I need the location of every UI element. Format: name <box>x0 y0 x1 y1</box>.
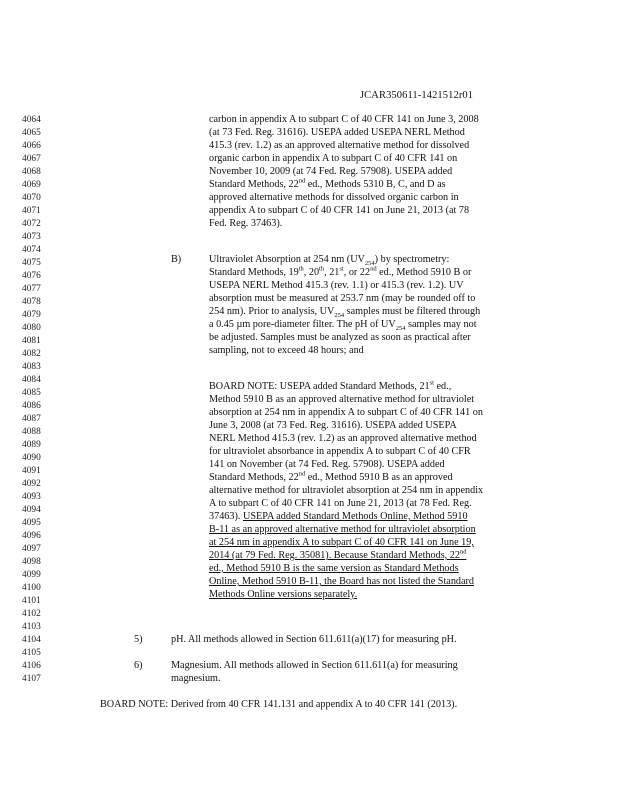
inserted-text-line: at 254 nm in appendix A to subpart C of 40 CFR 141 on June 19, <box>209 537 474 548</box>
text-line: for ultraviolet absorbance in appendix A to subpart C of 40 CFR <box>209 446 471 457</box>
inserted-text-line: 2014 (at 79 Fed. Reg. 35081). Because Standard Methods, 22nd <box>209 548 467 561</box>
item-marker: 6) <box>134 660 143 671</box>
line-number: 4093 <box>22 492 41 502</box>
text-line: be adjusted. Samples must be analyzed as soon as practical after <box>209 332 471 343</box>
text-line: Magnesium. All methods allowed in Section 611.611(a) for measuring <box>171 660 458 671</box>
line-number: 4092 <box>22 479 41 489</box>
line-number: 4105 <box>22 648 41 658</box>
text-line: 415.3 (rev. 1.2) as an approved alternative method for dissolved <box>209 140 470 151</box>
text-line: Standard Methods, 19th, 20th, 21st, or 22nd ed., Method 5910 B or <box>209 265 472 278</box>
line-number: 4101 <box>22 596 41 606</box>
text-line: Fed. Reg. 37463). <box>209 218 283 229</box>
text-line: 37463). USEPA added Standard Methods Online, Method 5910 <box>209 511 468 522</box>
line-number: 4096 <box>22 531 41 541</box>
item-marker: 5) <box>134 634 143 645</box>
text-line: 254 nm). Prior to analysis, $UV_{254}$ samples must be filtered through <box>209 306 481 320</box>
line-number: 4077 <box>22 284 41 294</box>
line-number: 4075 <box>22 258 41 268</box>
line-number: 4098 <box>22 557 41 567</box>
line-number: 4064 <box>22 115 41 125</box>
text-line: Standard Methods, 22nd ed., Methods 5310 B, C, and D as <box>209 177 446 190</box>
line-number: 4091 <box>22 466 41 476</box>
line-number: 4095 <box>22 518 41 528</box>
line-number: 4074 <box>22 245 41 255</box>
line-number: 4073 <box>22 232 41 242</box>
text-line: BOARD NOTE: USEPA added Standard Methods, 21st ed., <box>209 379 452 392</box>
line-number: 4094 <box>22 505 41 515</box>
line-number: 4106 <box>22 661 41 671</box>
text-line: pH. All methods allowed in Section 611.611(a)(17) for measuring pH. <box>171 634 457 645</box>
line-number: 4071 <box>22 206 41 216</box>
text-line: absorption at 254 nm in appendix A to subpart C of 40 CFR 141 on <box>209 407 483 418</box>
line-number: 4097 <box>22 544 41 554</box>
line-number: 4081 <box>22 336 41 346</box>
line-number: 4065 <box>22 128 41 138</box>
inserted-text-line: Methods Online versions separately. <box>209 589 358 600</box>
text-line: November 10, 2009 (at 74 Fed. Reg. 57908). USEPA added <box>209 166 453 177</box>
line-number: 4076 <box>22 271 41 281</box>
text-line: 141 on November (at 74 Fed. Reg. 57908). USEPA added <box>209 459 445 470</box>
text-line: June 3, 2008 (at 73 Fed. Reg. 31616). USEPA added USEPA <box>209 420 457 431</box>
final-board-note: BOARD NOTE: Derived from 40 CFR 141.131 and appendix A to 40 CFR 141 (2013). <box>100 699 458 710</box>
line-number: 4088 <box>22 427 41 437</box>
line-number: 4103 <box>22 622 41 632</box>
line-number: 4087 <box>22 414 41 424</box>
line-number: 4090 <box>22 453 41 463</box>
line-number: 4072 <box>22 219 41 229</box>
text-line: organic carbon in appendix A to subpart C of 40 CFR 141 on <box>209 153 458 164</box>
line-number: 4100 <box>22 583 41 593</box>
line-number: 4089 <box>22 440 41 450</box>
line-number: 4080 <box>22 323 41 333</box>
text-line: Standard Methods, 22nd ed., Method 5910 B as an approved <box>209 470 453 483</box>
text-line: magnesium. <box>171 673 221 684</box>
text-line: carbon in appendix A to subpart C of 40 CFR 141 on June 3, 2008 <box>209 114 479 125</box>
line-number: 4082 <box>22 349 41 359</box>
text-line: sampling, not to exceed 48 hours; and <box>209 345 364 356</box>
line-number: 4066 <box>22 141 41 151</box>
text-line: appendix A to subpart C of 40 CFR 141 on June 21, 2013 (at 78 <box>209 205 470 216</box>
line-number: 4107 <box>22 674 41 684</box>
text-line: Method 5910 B as an approved alternative method for ultraviolet <box>209 394 475 405</box>
text-line: Ultraviolet Absorption at 254 nm $(UV_{254})$ by spectrometry: <box>209 254 450 268</box>
line-number: 4102 <box>22 609 41 619</box>
document-header: JCAR350611-1421512r01 <box>360 90 474 101</box>
item-marker: B) <box>171 254 182 265</box>
line-number: 4069 <box>22 180 41 190</box>
text-line: a 0.45 µm pore-diameter filter. The pH of $UV_{254}$ samples may not <box>209 319 477 333</box>
line-number: 4084 <box>22 375 41 385</box>
text-line: approved alternative methods for dissolved organic carbon in <box>209 192 459 203</box>
inserted-text-line: B-11 as an approved alternative method for ultraviolet absorption <box>209 524 476 535</box>
line-number: 4104 <box>22 635 41 645</box>
line-number: 4067 <box>22 154 41 164</box>
text-line: alternative method for ultraviolet absorption at 254 nm in appendix <box>209 485 484 496</box>
line-number: 4078 <box>22 297 41 307</box>
inserted-text-line: ed., Method 5910 B is the same version as Standard Methods <box>209 563 459 574</box>
line-number: 4068 <box>22 167 41 177</box>
line-number: 4099 <box>22 570 41 580</box>
text-line: NERL Method 415.3 (rev. 1.2) as an approved alternative method <box>209 433 477 444</box>
line-number: 4085 <box>22 388 41 398</box>
line-number: 4083 <box>22 362 41 372</box>
text-line: USEPA NERL Method 415.3 (rev. 1.1) or 415.3 (rev. 1.2). UV <box>209 280 464 291</box>
line-number: 4079 <box>22 310 41 320</box>
line-number: 4086 <box>22 401 41 411</box>
inserted-text: USEPA added Standard Methods Online, Method 5910 <box>242 511 468 522</box>
text-line: A to subpart C of 40 CFR 141 on June 21, 2013 (at 78 Fed. Reg. <box>209 498 472 509</box>
text-line: absorption must be measured at 253.7 nm (may be rounded off to <box>209 293 476 304</box>
text-line: (at 73 Fed. Reg. 31616). USEPA added USEPA NERL Method <box>209 127 465 138</box>
inserted-text-line: Online, Method 5910 B-11, the Board has not listed the Standard <box>209 576 475 587</box>
line-number: 4070 <box>22 193 41 203</box>
